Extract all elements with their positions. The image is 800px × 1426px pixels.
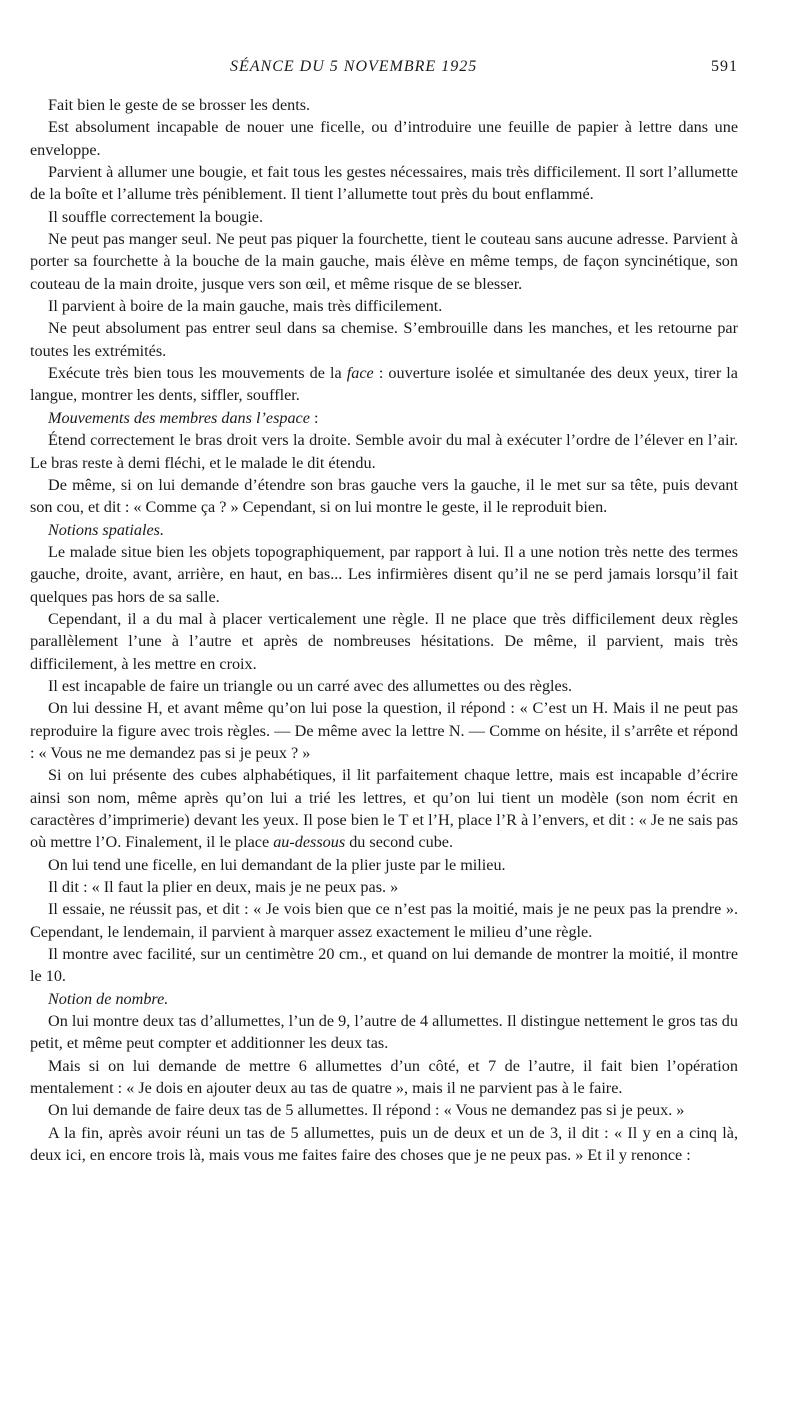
paragraph-text: : ouverture isolée et simultanée des deux yeux, tirer la langue, montrer les dents, siffler, souffler. — [30, 364, 738, 405]
paragraph-text: Exécute très bien tous les mouvements de la — [48, 364, 347, 383]
paragraph: De même, si on lui demande d’étendre son bras gauche vers la gauche, il le met sur sa tête, puis devant son cou, et dit : « Comme ça ? » Cependant, si on lui montre le geste, il le reproduit bien. — [30, 475, 738, 517]
section-heading-text: Notion de nombre. — [48, 989, 169, 1008]
paragraph: Parvient à allumer une bougie, et fait tous les gestes nécessaires, mais très difficilement. Il sort l’allumette de la boîte et l’allume très péniblement. Il tient l’allumette tout près du bout enflammé. — [30, 163, 738, 204]
paragraph: Est absolument incapable de nouer une ficelle, ou d’introduire une feuille de papier à lettre dans une enveloppe. — [30, 118, 738, 159]
section-heading-text: Notions spatiales. — [48, 520, 165, 539]
emphasized-text: face — [346, 364, 374, 383]
paragraph: Ne peut pas manger seul. Ne peut pas piquer la fourchette, tient le couteau sans aucune adresse. Parvient à porter sa fourchette à la bouche de la main gauche, mais élève en même temps, de façon syncinétique, son couteau de la main droite, jusque vers son œil, et même risque de se blesser. — [30, 230, 738, 293]
paragraph-text: Si on lui présente des cubes alphabétiques, il lit parfaitement chaque lettre, mais est incapable d’écrire ainsi son nom, même après qu’on lui a trié les lettres, et qu’on lui tient un modèle (son nom écrit en caractères d’imprimerie) devant les yeux. Il pose bien le T et l’H, place l’R à l’envers, et dit : « Je ne sais pas où mettre l’O. Finalement, il le place — [30, 766, 738, 852]
paragraph — [30, 764, 738, 853]
section-heading — [30, 519, 738, 541]
paragraph: Il dit : « Il faut la plier en deux, mais je ne peux pas. » — [48, 878, 399, 897]
paragraph-text: du second cube. — [345, 833, 454, 852]
paragraph: Ne peut absolument pas entrer seul dans sa chemise. S’embrouille dans les manches, et les retourne par toutes les extrémités. — [30, 319, 738, 360]
paragraph: Il essaie, ne réussit pas, et dit : « Je vois bien que ce n’est pas la moitié, mais je ne peux pas la prendre ». Cependant, le lendemain, il parvient à marquer assez exactement le milieu d’une règle. — [30, 900, 738, 941]
running-head — [30, 54, 738, 80]
paragraph: Cependant, il a du mal à placer verticalement une règle. Il ne place que très difficilement deux règles parallèlement l’une à l’autre et après de nombreuses hésitations. De même, il parvient, mais très difficilement, à les mettre en croix. — [30, 609, 738, 673]
section-heading — [30, 407, 738, 429]
emphasized-text: au-dessous — [273, 833, 346, 852]
heading-suffix: : — [309, 408, 319, 427]
body-text — [30, 94, 738, 1167]
running-head-title: SÉANCE DU 5 NOVEMBRE 1925 — [230, 58, 478, 75]
paragraph: Il souffle correctement la bougie. — [48, 207, 263, 226]
paragraph — [30, 362, 738, 407]
paragraph: Il montre avec facilité, sur un centimètre 20 cm., et quand on lui demande de montrer la moitié, il montre le 10. — [30, 945, 738, 986]
section-heading-text: Mouvements des membres dans l’espace — [48, 408, 310, 427]
section-heading — [30, 988, 738, 1010]
paragraph: Le malade situe bien les objets topographiquement, par rapport à lui. Il a une notion très nette des termes gauche, droite, avant, arrière, en haut, en bas... Les infirmières disent qu’il ne se perd jamais lorsqu’il fait quelques pas hors de sa salle. — [30, 542, 738, 606]
paragraph: On lui demande de faire deux tas de 5 allumettes. Il répond : « Vous ne demandez pas si je peux. » — [48, 1101, 685, 1120]
paragraph: Fait bien le geste de se brosser les dents. — [48, 96, 311, 114]
paragraph: A la fin, après avoir réuni un tas de 5 allumettes, puis un de deux et un de 3, il dit : « Il y en a cinq là, deux ici, en encore trois là, mais vous me faites faire des choses que je ne peux pas. » Et il y renonce : — [30, 1123, 738, 1165]
paragraph: On lui tend une ficelle, en lui demandant de la plier juste par le milieu. — [48, 855, 506, 874]
paragraph: On lui dessine H, et avant même qu’on lui pose la question, il répond : « C’est un H. Mais il ne peut pas reproduire la figure avec trois règles. — De même avec la lettre N. — Comme on hésite, il s’arrête et répond : « Vous ne me demandez pas si je peux ? » — [30, 699, 738, 762]
page-number: 591 — [711, 58, 738, 75]
paragraph: Il parvient à boire de la main gauche, mais très difficilement. — [48, 297, 443, 316]
paragraph: Il est incapable de faire un triangle ou un carré avec des allumettes ou des règles. — [48, 676, 573, 695]
paragraph: Mais si on lui demande de mettre 6 allumettes d’un côté, et 7 de l’autre, il fait bien l’opération mentalement : « Je dois en ajouter deux au tas de quatre », mais il ne parvient pas à le faire. — [30, 1056, 738, 1098]
paragraph: On lui montre deux tas d’allumettes, l’un de 9, l’autre de 4 allumettes. Il distingue nettement le gros tas du petit, et même peut compter et additionner les deux tas. — [30, 1012, 738, 1053]
paragraph: Étend correctement le bras droit vers la droite. Semble avoir du mal à exécuter l’ordre de l’élever en l’air. Le bras reste à demi fléchi, et le malade le dit étendu. — [30, 431, 738, 472]
